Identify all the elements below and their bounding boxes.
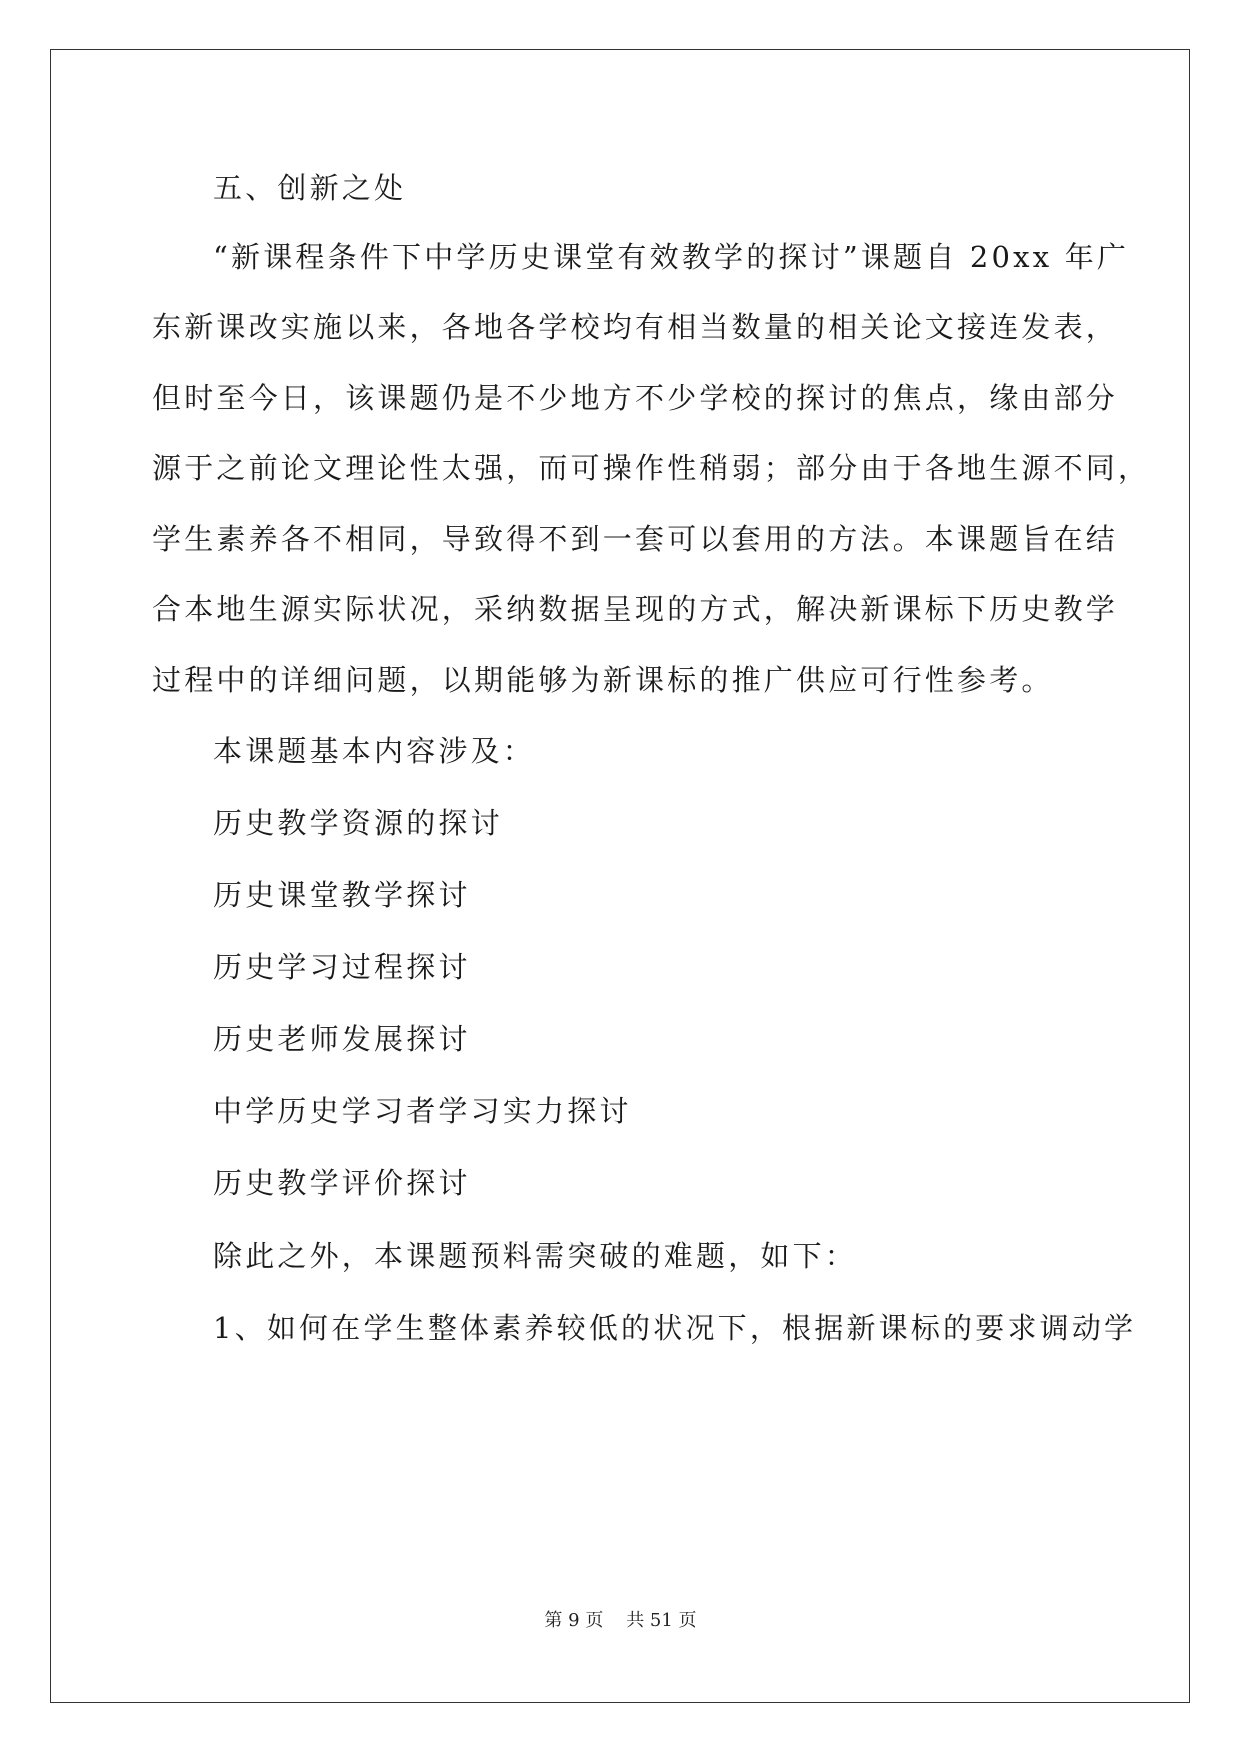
paragraph-line: 过程中的详细问题，以期能够为新课标的推广供应可行性参考。 <box>152 663 1054 697</box>
paragraph-line: 但时至今日，该课题仍是不少地方不少学校的探讨的焦点，缘由部分 <box>152 381 1119 415</box>
paragraph-line: 学生素养各不相同，导致得不到一套可以套用的方法。本课题旨在结 <box>152 522 1119 556</box>
list-item: 历史教学资源的探讨 <box>213 806 503 840</box>
paragraph-line: “新课程条件下中学历史课堂有效教学的探讨”课题自 20xx 年广 <box>213 240 1130 274</box>
difficulty-item: 1、如何在学生整体素养较低的状况下，根据新课标的要求调动学 <box>213 1311 1137 1345</box>
difficulty-intro: 除此之外，本课题预料需突破的难题，如下： <box>213 1239 858 1273</box>
page-number-footer: 第 9 页 共 51 页 <box>544 1610 697 1631</box>
paragraph-line: 合本地生源实际状况，采纳数据呈现的方式，解决新课标下历史教学 <box>152 592 1119 626</box>
content-intro: 本课题基本内容涉及： <box>213 734 536 768</box>
list-item: 历史学习过程探讨 <box>213 950 471 984</box>
list-item: 中学历史学习者学习实力探讨 <box>213 1094 632 1128</box>
paragraph-line: 源于之前论文理论性太强，而可操作性稍弱；部分由于各地生源不同， <box>152 451 1151 485</box>
list-item: 历史老师发展探讨 <box>213 1022 471 1056</box>
paragraph-line: 东新课改实施以来，各地各学校均有相当数量的相关论文接连发表， <box>152 310 1119 344</box>
list-item: 历史课堂教学探讨 <box>213 878 471 912</box>
section-heading: 五、创新之处 <box>213 171 407 205</box>
list-item: 历史教学评价探讨 <box>213 1166 471 1200</box>
